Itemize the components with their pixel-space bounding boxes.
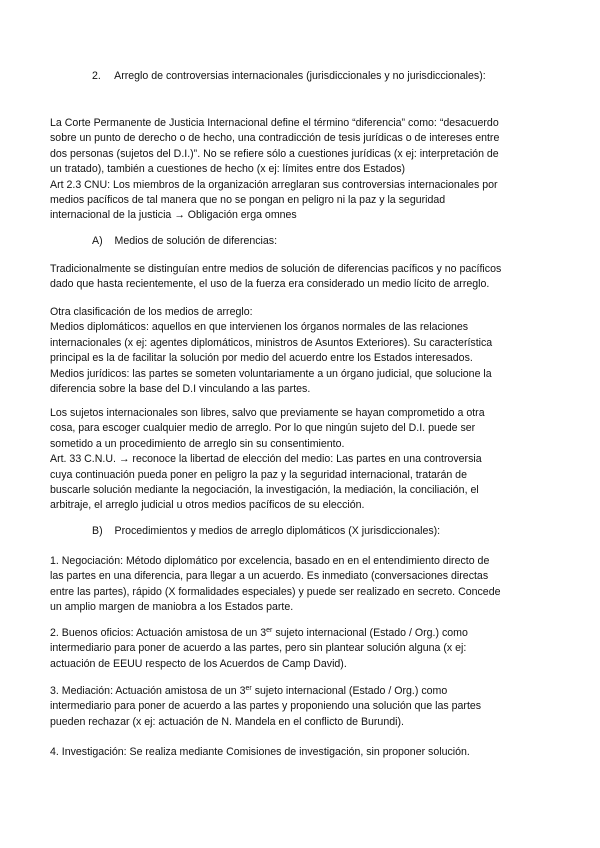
text-line: 4. Investigación: Se realiza mediante Comisiones de investigación, sin proponer solución.: [50, 746, 470, 758]
ordinal-suffix: er: [266, 627, 273, 634]
paragraph-freedom-of-choice: [50, 406, 555, 514]
text-line: Los sujetos internacionales son libres, salvo que previamente se hayan comprometido a otra: [50, 407, 485, 419]
text-line: dos personas (sujetos del D.I.)”. No se refiere sólo a cuestiones jurídicas (x ej: interpretación de: [50, 147, 499, 160]
text-line: sometido a un procedimiento de arreglo sin su consentimiento.: [50, 437, 345, 450]
text-line: diferencia sobre la base del D.I vinculando a las partes.: [50, 383, 311, 396]
text-line: Medios jurídicos: las partes se someten voluntariamente a un órgano judicial, que solucione la: [50, 367, 492, 380]
heading-number: B): [92, 525, 103, 537]
text-line: medios pacíficos de tal manera que no se pongan en peligro ni la paz y la seguridad: [50, 194, 446, 207]
paragraph-negotiation: [50, 554, 555, 616]
text-fragment: 3. Mediación: Actuación amistosa de un 3: [50, 685, 246, 697]
text-line: internacional de la justicia → Obligación erga omnes: [50, 209, 297, 222]
text-line: buscarle solución mediante la negociación, la investigación, la mediación, la conciliación, el: [50, 484, 479, 497]
text-line: internacionales (x ej: agentes diplomáticos, ministros de Asuntos Exteriores). Su característica: [50, 336, 493, 349]
text-line: Art. 33 C.N.U. → reconoce la libertad de elección del medio: Las partes en una controversia: [50, 453, 482, 466]
ordinal-suffix: er: [245, 685, 252, 692]
section-heading-2: [92, 69, 486, 84]
text-line: cosa, para escoger cualquier medio de arreglo. Por lo que ningún sujeto del D.I. puede ser: [50, 422, 476, 435]
text-line: principal es la de facilitar la solución por medio del acuerdo entre los Estados interesados.: [50, 352, 473, 365]
text-fragment: sujeto internacional (Estado / Org.) como: [251, 685, 448, 697]
heading-number: A): [92, 235, 103, 247]
section-heading-a: [92, 234, 277, 249]
text-line: [50, 684, 555, 699]
text-line: un amplio margen de maniobra a los Estados parte.: [50, 601, 294, 614]
paragraph-classification: [50, 305, 555, 397]
text-line: dado que hasta recientemente, el uso de la fuerza era considerado un medio lícito de arreglo.: [50, 278, 490, 291]
paragraph-definition: [50, 116, 555, 224]
text-line: las partes en una diferencia, para llegar a un acuerdo. Es inmediato (conversaciones directas: [50, 570, 489, 583]
text-line: Otra clasificación de los medios de arreglo:: [50, 306, 253, 318]
text-line: intermediario para poner de acuerdo a las partes, pero sin plantear solución alguna (x ej:: [50, 642, 467, 655]
text-fragment: 2. Buenos oficios: Actuación amistosa de un 3: [50, 627, 267, 639]
text-line: La Corte Permanente de Justicia Internacional define el término “diferencia” como: “desacuerdo: [50, 117, 499, 129]
paragraph-mediation: [50, 684, 555, 730]
text-line: cuya continuación pueda poner en peligro la paz y la seguridad internacional, tratarán de: [50, 468, 467, 481]
paragraph-traditional: [50, 262, 555, 293]
paragraph-good-offices: [50, 626, 555, 672]
text-line: arbitraje, el arreglo judicial u otros medios pacíficos de su elección.: [50, 499, 365, 512]
text-line: Art 2.3 CNU: Los miembros de la organización arreglaran sus controversias internacionales por: [50, 178, 498, 191]
text-line: actuación de EEUU respecto de los Acuerdos de Camp David).: [50, 657, 347, 670]
text-line: intermediario para poner de acuerdo a las partes y proponiendo una solución que las partes: [50, 700, 482, 713]
heading-text: Arreglo de controversias internacionales (jurisdiccionales y no jurisdiccionales):: [114, 70, 486, 82]
text-line: pueden rechazar (x ej: actuación de N. Mandela en el conflicto de Burundi).: [50, 715, 404, 728]
text-line: entre las partes), rápido (X formalidades especiales) y puede ser realizado en secreto. Concede: [50, 585, 501, 598]
heading-number: 2.: [92, 70, 101, 82]
heading-text: Procedimientos y medios de arreglo diplomáticos (X jurisdiccionales):: [114, 525, 441, 537]
text-line: Medios diplomáticos: aquellos en que intervienen los órganos normales de las relaciones: [50, 321, 469, 334]
text-line: un tratado), también a cuestiones de hecho (x ej: límites entre dos Estados): [50, 163, 406, 176]
text-line: 1. Negociación: Método diplomático por excelencia, basado en en el entendimiento directo de: [50, 555, 490, 567]
text-line: [50, 626, 555, 641]
text-line: sobre un punto de derecho o de hecho, una contradicción de tesis jurídicas o de intereses entre: [50, 132, 500, 145]
paragraph-investigation: [50, 745, 555, 760]
section-heading-b: [92, 524, 440, 539]
text-fragment: sujeto internacional (Estado / Org.) como: [272, 627, 468, 639]
heading-text: Medios de solución de diferencias:: [114, 235, 278, 247]
text-line: Tradicionalmente se distinguían entre medios de solución de diferencias pacíficos y no pacíficos: [50, 263, 502, 275]
